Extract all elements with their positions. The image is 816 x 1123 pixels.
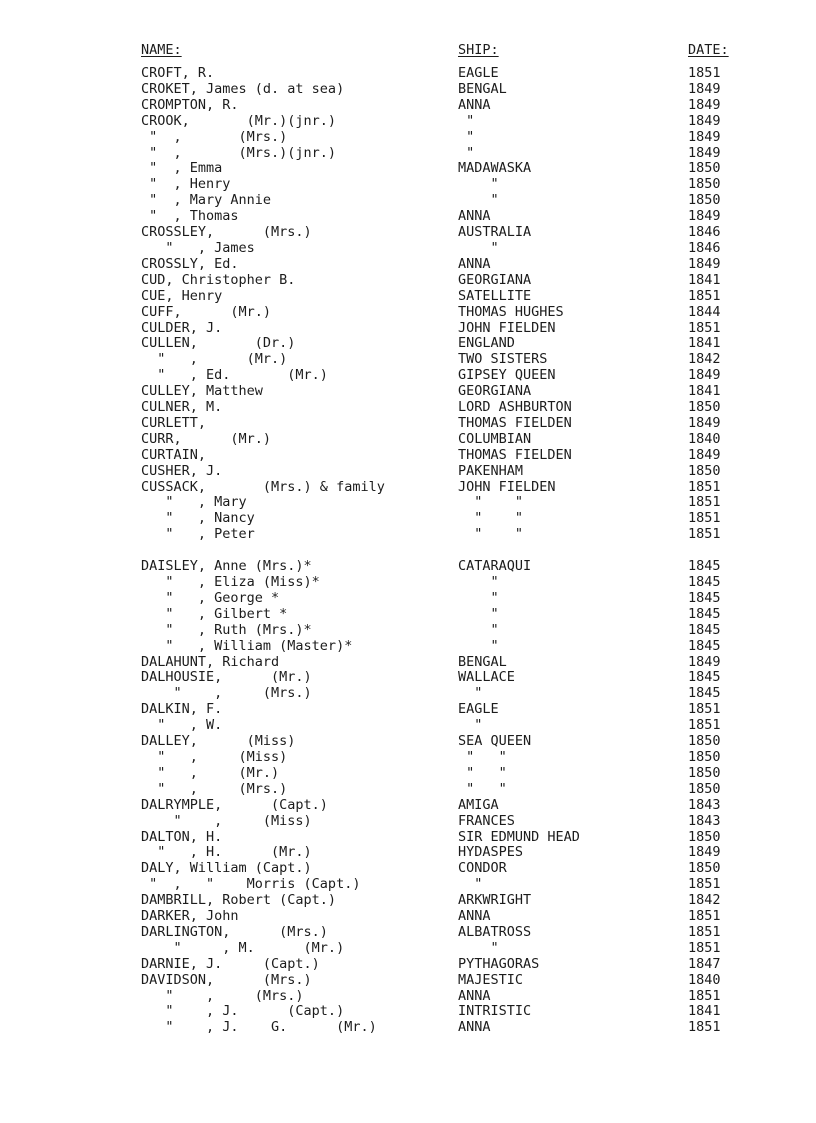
table-row xyxy=(0,114,816,130)
ship-name: SATELLITE xyxy=(458,287,532,304)
table-row xyxy=(0,877,816,893)
ship-name: GEORGIANA xyxy=(458,383,532,400)
arrival-date: 1849 xyxy=(688,446,721,463)
arrival-date: 1840 xyxy=(688,430,721,447)
ship-name: " " xyxy=(458,764,507,781)
ship-name: " xyxy=(458,621,499,638)
table-row xyxy=(0,209,816,225)
table-row xyxy=(0,766,816,782)
arrival-date: 1842 xyxy=(688,892,721,909)
ship-name: CONDOR xyxy=(458,860,507,877)
passenger-name: DALHOUSIE, (Mr.) xyxy=(141,669,312,686)
ship-name: " xyxy=(458,239,499,256)
table-row xyxy=(0,893,816,909)
passenger-name: DAMBRILL, Robert (Capt.) xyxy=(141,892,337,909)
table-row xyxy=(0,591,816,607)
arrival-date: 1851 xyxy=(688,510,721,527)
arrival-date: 1851 xyxy=(688,478,721,495)
passenger-name: " , " Morris (Capt.) xyxy=(141,876,361,893)
arrival-date: 1847 xyxy=(688,955,721,972)
passenger-name: " , (Mr.) xyxy=(141,351,288,368)
arrival-date: 1849 xyxy=(688,112,721,129)
passenger-name: CROFT, R. xyxy=(141,65,215,81)
ship-name: WALLACE xyxy=(458,669,515,686)
passenger-name: DARKER, John xyxy=(141,908,239,925)
table-row xyxy=(0,98,816,114)
ship-name: CATARAQUI xyxy=(458,558,532,575)
passenger-name: CURR, (Mr.) xyxy=(141,430,272,447)
ship-name: COLUMBIAN xyxy=(458,430,532,447)
passenger-name: CROMPTON, R. xyxy=(141,96,239,113)
ship-name: " " xyxy=(458,510,524,527)
ship-name: " xyxy=(458,637,499,654)
passenger-name: " , Peter xyxy=(141,526,255,543)
table-row xyxy=(0,845,816,861)
ship-name: PAKENHAM xyxy=(458,462,524,479)
arrival-date: 1843 xyxy=(688,812,721,829)
arrival-date: 1850 xyxy=(688,828,721,845)
table-row xyxy=(0,957,816,973)
passenger-name: " , Gilbert * xyxy=(141,605,288,622)
ship-name: ARKWRIGHT xyxy=(458,892,532,909)
arrival-date: 1851 xyxy=(688,876,721,893)
ship-name: " xyxy=(458,192,499,209)
passenger-name: " , (Mrs.) xyxy=(141,685,312,702)
arrival-date: 1850 xyxy=(688,160,721,177)
passenger-name: " , Mary Annie xyxy=(141,192,272,209)
passenger-name: DAISLEY, Anne (Mrs.)* xyxy=(141,558,312,575)
table-row xyxy=(0,352,816,368)
passenger-name: " , (Mr.) xyxy=(141,764,280,781)
arrival-date: 1841 xyxy=(688,1003,721,1020)
passenger-name: CROSSLY, Ed. xyxy=(141,255,239,272)
passenger-name: " , Henry xyxy=(141,176,231,193)
passenger-name: " , (Miss) xyxy=(141,748,288,765)
arrival-date: 1845 xyxy=(688,685,721,702)
table-row xyxy=(0,495,816,511)
ship-name: GEORGIANA xyxy=(458,271,532,288)
table-row xyxy=(0,448,816,464)
passenger-name: DALAHUNT, Richard xyxy=(141,653,280,670)
table-row xyxy=(0,225,816,241)
arrival-date: 1851 xyxy=(688,526,721,543)
ship-name: AUSTRALIA xyxy=(458,224,532,241)
arrival-date: 1845 xyxy=(688,558,721,575)
passenger-name: " , George * xyxy=(141,589,280,606)
passenger-name: " , (Mrs.) xyxy=(141,780,288,797)
arrival-date: 1849 xyxy=(688,128,721,145)
table-row xyxy=(0,1020,816,1036)
table-row xyxy=(0,130,816,146)
arrival-date: 1850 xyxy=(688,764,721,781)
arrival-date: 1850 xyxy=(688,860,721,877)
table-row xyxy=(0,336,816,352)
passenger-name: " , M. (Mr.) xyxy=(141,939,345,956)
passenger-name: DARLINGTON, (Mrs.) xyxy=(141,923,328,940)
ship-name: " xyxy=(458,717,483,734)
arrival-date: 1849 xyxy=(688,80,721,97)
passenger-name: DALLEY, (Miss) xyxy=(141,733,296,750)
table-row xyxy=(0,734,816,750)
arrival-date: 1849 xyxy=(688,255,721,272)
ship-name: HYDASPES xyxy=(458,844,524,861)
passenger-name: " , William (Master)* xyxy=(141,637,353,654)
arrival-date: 1849 xyxy=(688,208,721,225)
ship-name: INTRISTIC xyxy=(458,1003,532,1020)
table-row xyxy=(0,1004,816,1020)
passenger-name: DAVIDSON, (Mrs.) xyxy=(141,971,312,988)
passenger-name: " , (Mrs.) xyxy=(141,128,288,145)
table-row xyxy=(0,432,816,448)
ship-name: EAGLE xyxy=(458,65,499,81)
ship-name: JOHN FIELDEN xyxy=(458,319,556,336)
passenger-name: CULLEY, Matthew xyxy=(141,383,263,400)
ship-name: MADAWASKA xyxy=(458,160,532,177)
arrival-date: 1841 xyxy=(688,271,721,288)
ship-name: ENGLAND xyxy=(458,335,515,352)
table-row xyxy=(0,305,816,321)
passenger-list xyxy=(0,66,816,1036)
ship-name: ANNA xyxy=(458,96,491,113)
arrival-date: 1845 xyxy=(688,637,721,654)
passenger-name: " , H. (Mr.) xyxy=(141,844,312,861)
ship-name: JOHN FIELDEN xyxy=(458,478,556,495)
ship-name: FRANCES xyxy=(458,812,515,829)
passenger-name: CURTAIN, xyxy=(141,446,207,463)
passenger-name: " , Ruth (Mrs.)* xyxy=(141,621,312,638)
table-row xyxy=(0,177,816,193)
table-row xyxy=(0,607,816,623)
ship-name: " xyxy=(458,128,475,145)
passenger-name: " , Eliza (Miss)* xyxy=(141,574,320,590)
table-row xyxy=(0,384,816,400)
table-row xyxy=(0,814,816,830)
passenger-name: " , Thomas xyxy=(141,208,239,225)
arrival-date: 1849 xyxy=(688,844,721,861)
ship-name: THOMAS HUGHES xyxy=(458,303,564,320)
passenger-name: CROSSLEY, (Mrs.) xyxy=(141,224,312,241)
passenger-name: CULLEN, (Dr.) xyxy=(141,335,296,352)
table-row xyxy=(0,623,816,639)
passenger-name: DALRYMPLE, (Capt.) xyxy=(141,796,328,813)
table-row xyxy=(0,82,816,98)
ship-name: " xyxy=(458,112,475,129)
ship-name: PYTHAGORAS xyxy=(458,955,540,972)
arrival-date: 1849 xyxy=(688,96,721,113)
ship-name: THOMAS FIELDEN xyxy=(458,414,572,431)
passenger-name: CROOK, (Mr.)(jnr.) xyxy=(141,112,337,129)
ship-name: BENGAL xyxy=(458,653,507,670)
arrival-date: 1850 xyxy=(688,733,721,750)
ship-name: TWO SISTERS xyxy=(458,351,548,368)
arrival-date: 1840 xyxy=(688,971,721,988)
arrival-date: 1841 xyxy=(688,383,721,400)
arrival-date: 1851 xyxy=(688,939,721,956)
passenger-name: CUSHER, J. xyxy=(141,462,223,479)
passenger-name: DARNIE, J. (Capt.) xyxy=(141,955,320,972)
arrival-date: 1842 xyxy=(688,351,721,368)
ship-name: " " xyxy=(458,780,507,797)
table-row xyxy=(0,273,816,289)
column-header-name: NAME: xyxy=(141,42,182,58)
arrival-date: 1851 xyxy=(688,65,721,81)
arrival-date: 1845 xyxy=(688,669,721,686)
ship-name: GIPSEY QUEEN xyxy=(458,367,556,384)
arrival-date: 1846 xyxy=(688,239,721,256)
ship-name: MAJESTIC xyxy=(458,971,524,988)
passenger-name: " , J. (Capt.) xyxy=(141,1003,345,1020)
arrival-date: 1845 xyxy=(688,589,721,606)
table-row xyxy=(0,559,816,575)
table-row xyxy=(0,702,816,718)
table-row xyxy=(0,527,816,543)
arrival-date: 1850 xyxy=(688,192,721,209)
arrival-date: 1851 xyxy=(688,908,721,925)
ship-name: ALBATROSS xyxy=(458,923,532,940)
arrival-date: 1849 xyxy=(688,367,721,384)
table-row xyxy=(0,416,816,432)
passenger-name: " , James xyxy=(141,239,255,256)
column-header-date: DATE: xyxy=(688,42,729,58)
table-row xyxy=(0,146,816,162)
passenger-name: " , Nancy xyxy=(141,510,255,527)
ship-name: THOMAS FIELDEN xyxy=(458,446,572,463)
ship-name: " xyxy=(458,589,499,606)
table-row xyxy=(0,639,816,655)
ship-name: ANNA xyxy=(458,255,491,272)
table-row xyxy=(0,989,816,1005)
table-row xyxy=(0,161,816,177)
arrival-date: 1849 xyxy=(688,144,721,161)
arrival-date: 1845 xyxy=(688,574,721,590)
table-row xyxy=(0,575,816,591)
arrival-date: 1851 xyxy=(688,287,721,304)
ship-name: ANNA xyxy=(458,208,491,225)
section-gap xyxy=(0,543,816,559)
passenger-name: CURLETT, xyxy=(141,414,207,431)
ship-name: EAGLE xyxy=(458,701,499,718)
passenger-name: " , (Mrs.)(jnr.) xyxy=(141,144,337,161)
arrival-date: 1843 xyxy=(688,796,721,813)
table-row xyxy=(0,464,816,480)
ship-name: " xyxy=(458,176,499,193)
table-row xyxy=(0,257,816,273)
arrival-date: 1845 xyxy=(688,621,721,638)
table-row xyxy=(0,909,816,925)
passenger-name: CUFF, (Mr.) xyxy=(141,303,272,320)
table-row xyxy=(0,798,816,814)
arrival-date: 1851 xyxy=(688,319,721,336)
arrival-date: 1850 xyxy=(688,462,721,479)
ship-name: " xyxy=(458,939,499,956)
passenger-name: " , Emma xyxy=(141,160,223,177)
passenger-name: DALY, William (Capt.) xyxy=(141,860,312,877)
table-row xyxy=(0,400,816,416)
ship-name: ANNA xyxy=(458,1019,491,1036)
passenger-name: CUSSACK, (Mrs.) & family xyxy=(141,478,385,495)
ship-name: BENGAL xyxy=(458,80,507,97)
table-row xyxy=(0,193,816,209)
table-row xyxy=(0,241,816,257)
table-row xyxy=(0,289,816,305)
table-row xyxy=(0,670,816,686)
ship-name: " xyxy=(458,144,475,161)
ship-name: " xyxy=(458,876,483,893)
arrival-date: 1851 xyxy=(688,717,721,734)
table-row xyxy=(0,941,816,957)
arrival-date: 1849 xyxy=(688,414,721,431)
arrival-date: 1849 xyxy=(688,653,721,670)
column-header-ship: SHIP: xyxy=(458,42,499,58)
table-row xyxy=(0,718,816,734)
arrival-date: 1851 xyxy=(688,701,721,718)
ship-name: LORD ASHBURTON xyxy=(458,399,572,416)
table-row xyxy=(0,750,816,766)
passenger-name: " , Ed. (Mr.) xyxy=(141,367,328,384)
passenger-name: " , (Miss) xyxy=(141,812,312,829)
ship-name: SIR EDMUND HEAD xyxy=(458,828,580,845)
table-row xyxy=(0,861,816,877)
ship-name: SEA QUEEN xyxy=(458,733,532,750)
table-row xyxy=(0,368,816,384)
passenger-name: " , Mary xyxy=(141,494,247,511)
table-row xyxy=(0,480,816,496)
passenger-name: CULNER, M. xyxy=(141,399,223,416)
arrival-date: 1841 xyxy=(688,335,721,352)
table-row xyxy=(0,511,816,527)
table-row xyxy=(0,655,816,671)
arrival-date: 1845 xyxy=(688,605,721,622)
passenger-name: DALKIN, F. xyxy=(141,701,223,718)
ship-name: " " xyxy=(458,494,524,511)
passenger-name: " , J. G. (Mr.) xyxy=(141,1019,377,1036)
ship-name: " " xyxy=(458,748,507,765)
passenger-name: CUD, Christopher B. xyxy=(141,271,296,288)
table-row xyxy=(0,973,816,989)
arrival-date: 1850 xyxy=(688,176,721,193)
arrival-date: 1846 xyxy=(688,224,721,241)
ship-name: " xyxy=(458,605,499,622)
table-row xyxy=(0,66,816,82)
table-row xyxy=(0,925,816,941)
table-row xyxy=(0,830,816,846)
arrival-date: 1851 xyxy=(688,923,721,940)
ship-name: ANNA xyxy=(458,908,491,925)
arrival-date: 1851 xyxy=(688,987,721,1004)
ship-name: " " xyxy=(458,526,524,543)
arrival-date: 1851 xyxy=(688,494,721,511)
passenger-name: DALTON, H. xyxy=(141,828,223,845)
passenger-name: CULDER, J. xyxy=(141,319,223,336)
table-row xyxy=(0,782,816,798)
arrival-date: 1851 xyxy=(688,1019,721,1036)
arrival-date: 1850 xyxy=(688,748,721,765)
passenger-name: CROKET, James (d. at sea) xyxy=(141,80,345,97)
table-row xyxy=(0,686,816,702)
ship-name: " xyxy=(458,685,483,702)
arrival-date: 1850 xyxy=(688,399,721,416)
arrival-date: 1844 xyxy=(688,303,721,320)
passenger-name: " , W. xyxy=(141,717,223,734)
ship-name: " xyxy=(458,574,499,590)
table-row xyxy=(0,321,816,337)
passenger-name: " , (Mrs.) xyxy=(141,987,304,1004)
passenger-name: CUE, Henry xyxy=(141,287,223,304)
ship-name: ANNA xyxy=(458,987,491,1004)
ship-name: AMIGA xyxy=(458,796,499,813)
arrival-date: 1850 xyxy=(688,780,721,797)
